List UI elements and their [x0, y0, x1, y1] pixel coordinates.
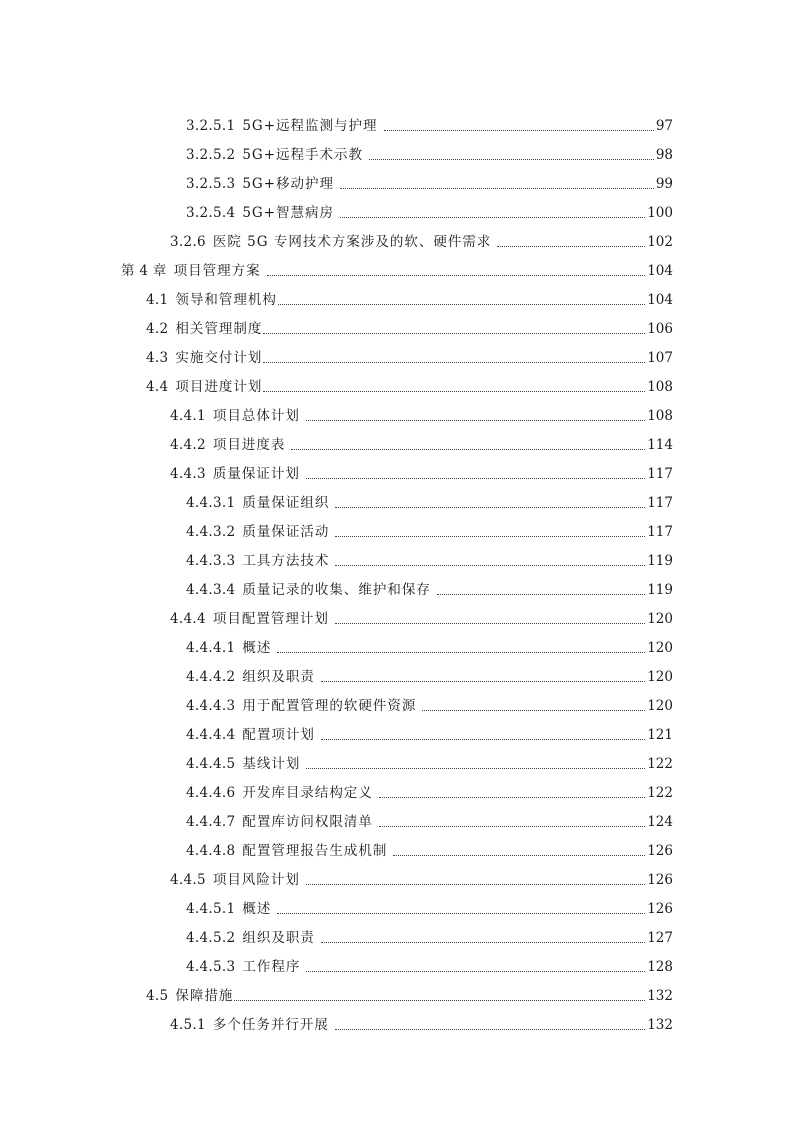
dot-leader [497, 246, 645, 247]
toc-entry-4-4-4-7[interactable] [186, 803, 673, 831]
toc-entry-page-number: 126 [647, 901, 673, 917]
dot-leader [277, 652, 645, 653]
toc-entry-number: 4.4.4.1 [186, 640, 236, 656]
toc-entry-number: 4.4.4.5 [186, 756, 236, 772]
toc-entry-page-number: 117 [647, 495, 673, 511]
toc-entry-number: 4.1 [146, 292, 169, 308]
toc-entry-number: 4.4.3 [170, 466, 206, 482]
toc-entry-4-4-4-1[interactable] [186, 629, 673, 657]
toc-entry-number: 4.4.4.8 [186, 843, 236, 859]
toc-entry-4-4-4-4[interactable] [186, 716, 673, 744]
toc-entry-4-2[interactable] [146, 310, 673, 338]
dot-leader [306, 420, 645, 421]
dot-leader [306, 478, 645, 479]
toc-entry-number: 4.4.4.2 [186, 669, 236, 685]
dot-leader [267, 275, 646, 276]
dot-leader [335, 1029, 645, 1030]
toc-entry-number: 4.2 [146, 321, 169, 337]
toc-entry-title: 项目配置管理计划 [212, 611, 329, 627]
dot-leader [379, 797, 645, 798]
toc-entry-title: 项目管理方案 [173, 263, 261, 279]
dot-leader [291, 449, 645, 450]
toc-entry-title: 项目进度表 [212, 437, 286, 453]
dot-leader [393, 855, 645, 856]
toc-entry-page-number: 124 [647, 814, 673, 830]
toc-entry-4-5-1[interactable] [170, 1006, 673, 1034]
toc-entry-3-2-6[interactable] [170, 223, 673, 251]
toc-entry-title: 组织及职责 [242, 930, 315, 946]
toc-entry-title: 质量记录的收集、维护和保存 [242, 582, 431, 598]
toc-entry-number: 第 4 章 [121, 263, 167, 279]
toc-entry-4-4-4-2[interactable] [186, 658, 673, 686]
toc-entry-page-number: 98 [655, 147, 673, 163]
toc-entry-4-4-1[interactable] [170, 397, 673, 425]
dot-leader [306, 971, 645, 972]
toc-entry-number: 4.4.2 [170, 437, 206, 453]
toc-entry-title: 5G+移动护理 [242, 176, 335, 192]
toc-entry-page-number: 132 [647, 988, 673, 1004]
toc-entry-number: 4.4.3.2 [186, 524, 236, 540]
toc-entry-page-number: 108 [647, 379, 673, 395]
toc-entry-number: 3.2.5.3 [186, 176, 236, 192]
toc-entry-page-number: 104 [647, 292, 673, 308]
toc-entry-4-4-3-3[interactable] [186, 542, 673, 570]
toc-entry-number: 4.4.3.1 [186, 495, 236, 511]
toc-entry-title: 项目进度计划 [175, 379, 263, 395]
toc-entry-4-4-5-1[interactable] [186, 890, 673, 918]
toc-entry-3-2-5-2[interactable] [186, 136, 673, 164]
toc-entry-page-number: 121 [647, 727, 673, 743]
toc-entry-4-4-3[interactable] [170, 455, 673, 483]
toc-entry-4-3[interactable] [146, 339, 673, 367]
toc-entry-page-number: 117 [647, 466, 673, 482]
toc-entry-title: 配置项计划 [242, 727, 315, 743]
dot-leader [335, 565, 645, 566]
dot-leader [321, 681, 645, 682]
toc-entry-title: 保障措施 [175, 988, 234, 1004]
toc-entry-number: 4.4.4.4 [186, 727, 236, 743]
toc-entry-title: 质量保证活动 [242, 524, 330, 540]
dot-leader [379, 826, 645, 827]
toc-entry-page-number: 128 [647, 959, 673, 975]
toc-entry-title: 概述 [242, 640, 272, 656]
toc-entry-number: 4.4.4.3 [186, 698, 236, 714]
toc-entry-title: 项目总体计划 [212, 408, 300, 424]
toc-entry-number: 4.4.5.1 [186, 901, 236, 917]
toc-entry-3-2-5-4[interactable] [186, 194, 673, 222]
dot-leader [306, 768, 645, 769]
toc-entry-number: 4.5 [146, 988, 169, 1004]
toc-entry-number: 4.4.4.6 [186, 785, 236, 801]
toc-entry-number: 4.4.5 [170, 872, 206, 888]
toc-entry-4-4-4-5[interactable] [186, 745, 673, 773]
dot-leader [234, 1000, 645, 1001]
toc-entry-number: 3.2.6 [170, 234, 206, 250]
toc-entry-page-number: 99 [655, 176, 673, 192]
toc-entry-4-4-2[interactable] [170, 426, 673, 454]
toc-entry-number: 4.5.1 [170, 1017, 206, 1033]
toc-entry-number: 3.2.5.4 [186, 205, 236, 221]
toc-entry-page-number: 104 [647, 263, 673, 279]
toc-entry-title: 相关管理制度 [175, 321, 263, 337]
toc-entry-page-number: 132 [647, 1017, 673, 1033]
toc-entry-page-number: 120 [647, 611, 673, 627]
toc-entry-page-number: 126 [647, 872, 673, 888]
toc-entry-title: 概述 [242, 901, 272, 917]
toc-entry-title: 实施交付计划 [175, 350, 263, 366]
toc-entry-number: 3.2.5.1 [186, 118, 236, 134]
toc-entry-4-4-5[interactable] [170, 861, 673, 889]
toc-entry-title: 5G+远程手术示教 [242, 147, 364, 163]
toc-entry-number: 4.4.3.4 [186, 582, 236, 598]
toc-entry-title: 用于配置管理的软硬件资源 [242, 698, 417, 714]
toc-entry-title: 5G+远程监测与护理 [242, 118, 378, 134]
toc-entry-3-2-5-1[interactable] [186, 107, 673, 135]
dot-leader [340, 188, 654, 189]
toc-entry-title: 质量保证计划 [212, 466, 300, 482]
toc-entry-title: 5G+智慧病房 [242, 205, 335, 221]
toc-entry-4-4-4[interactable] [170, 600, 673, 628]
toc-entry-page-number: 127 [647, 930, 673, 946]
toc-entry-4-4-4-6[interactable] [186, 774, 673, 802]
toc-entry-title: 开发库目录结构定义 [242, 785, 373, 801]
toc-entry-4-4-4-3[interactable] [186, 687, 673, 715]
toc-entry-page-number: 120 [647, 640, 673, 656]
toc-entry-number: 4.3 [146, 350, 169, 366]
dot-leader [277, 913, 645, 914]
toc-entry-number: 4.4.5.3 [186, 959, 236, 975]
toc-entry-第4章[interactable] [121, 252, 673, 280]
toc-entry-page-number: 122 [647, 785, 673, 801]
toc-entry-title: 质量保证组织 [242, 495, 330, 511]
dot-leader [335, 536, 645, 537]
toc-entry-4-4-3-4[interactable] [186, 571, 673, 599]
toc-entry-page-number: 126 [647, 843, 673, 859]
toc-entry-title: 多个任务并行开展 [212, 1017, 329, 1033]
toc-entry-number: 4.4.4.7 [186, 814, 236, 830]
toc-entry-4-5[interactable] [146, 977, 673, 1005]
toc-entry-page-number: 106 [647, 321, 673, 337]
toc-entry-4-4-4-8[interactable] [186, 832, 673, 860]
toc-entry-page-number: 100 [647, 205, 673, 221]
toc-entry-title: 配置库访问权限清单 [242, 814, 373, 830]
toc-entry-4-4-3-1[interactable] [186, 484, 673, 512]
toc-entry-page-number: 120 [647, 698, 673, 714]
dot-leader [437, 594, 645, 595]
toc-entry-4-4[interactable] [146, 368, 673, 396]
toc-entry-3-2-5-3[interactable] [186, 165, 673, 193]
toc-entry-title: 工作程序 [242, 959, 301, 975]
dot-leader [384, 130, 654, 131]
dot-leader [306, 884, 645, 885]
toc-entry-title: 工具方法技术 [242, 553, 330, 569]
dot-leader [335, 507, 645, 508]
toc-entry-4-4-5-3[interactable] [186, 948, 673, 976]
toc-entry-page-number: 120 [647, 669, 673, 685]
toc-entry-page-number: 102 [647, 234, 673, 250]
dot-leader [263, 391, 645, 392]
dot-leader [263, 362, 645, 363]
dot-leader [340, 217, 645, 218]
dot-leader [369, 159, 654, 160]
toc-entry-page-number: 122 [647, 756, 673, 772]
toc-entry-page-number: 108 [647, 408, 673, 424]
dot-leader [335, 623, 645, 624]
toc-entry-4-1[interactable] [146, 281, 673, 309]
toc-entry-4-4-3-2[interactable] [186, 513, 673, 541]
toc-entry-number: 3.2.5.2 [186, 147, 236, 163]
dot-leader [321, 942, 645, 943]
dot-leader [422, 710, 645, 711]
toc-entry-page-number: 119 [647, 553, 673, 569]
dot-leader [263, 333, 645, 334]
toc-entry-page-number: 97 [655, 118, 673, 134]
toc-entry-title: 配置管理报告生成机制 [242, 843, 388, 859]
toc-entry-page-number: 117 [647, 524, 673, 540]
toc-entry-title: 组织及职责 [242, 669, 315, 685]
toc-entry-number: 4.4.4 [170, 611, 206, 627]
toc-entry-number: 4.4.1 [170, 408, 206, 424]
toc-entry-number: 4.4.5.2 [186, 930, 236, 946]
toc-entry-4-4-5-2[interactable] [186, 919, 673, 947]
toc-entry-page-number: 107 [647, 350, 673, 366]
toc-entry-title: 项目风险计划 [212, 872, 300, 888]
toc-entry-page-number: 114 [647, 437, 673, 453]
toc-entry-title: 医院 5G 专网技术方案涉及的软、硬件需求 [212, 234, 492, 250]
toc-entry-page-number: 119 [647, 582, 673, 598]
toc-entry-number: 4.4 [146, 379, 169, 395]
toc-entry-number: 4.4.3.3 [186, 553, 236, 569]
dot-leader [278, 304, 645, 305]
dot-leader [321, 739, 645, 740]
toc-entry-title: 基线计划 [242, 756, 301, 772]
toc-entry-title: 领导和管理机构 [175, 292, 277, 308]
